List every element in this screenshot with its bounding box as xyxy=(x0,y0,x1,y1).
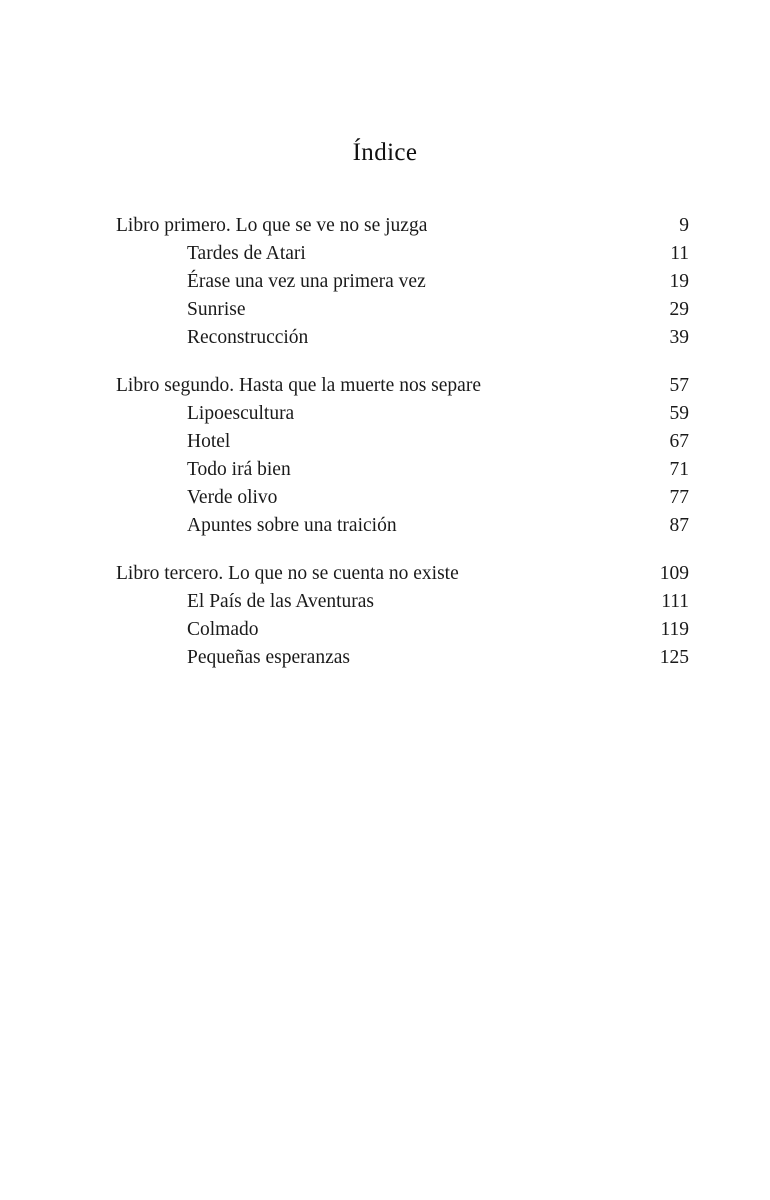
toc-book-heading-label: Libro segundo. Hasta que la muerte nos separe xyxy=(116,375,481,396)
toc-chapter-entry-page-number: 29 xyxy=(669,299,689,320)
toc-book-heading-page-number: 9 xyxy=(679,215,689,236)
toc-chapter-entry-page-number: 71 xyxy=(669,459,689,480)
toc-book-heading[interactable] xyxy=(116,212,689,240)
toc-book-heading-page-number: 57 xyxy=(669,375,689,396)
toc-chapter-entry[interactable] xyxy=(116,588,689,616)
toc-chapter-entry[interactable] xyxy=(116,296,689,324)
toc-book-heading[interactable] xyxy=(116,560,689,588)
toc-book-heading-label: Libro primero. Lo que se ve no se juzga xyxy=(116,215,428,236)
toc-chapter-entry-label: Lipoescultura xyxy=(187,403,295,424)
toc-chapter-entry[interactable] xyxy=(116,456,689,484)
toc-book-heading[interactable] xyxy=(116,372,689,400)
toc-chapter-entry[interactable] xyxy=(116,512,689,540)
toc-chapter-entry[interactable] xyxy=(116,324,689,352)
toc-chapter-entry-label: Pequeñas esperanzas xyxy=(187,647,350,668)
toc-chapter-entry-page-number: 67 xyxy=(669,431,689,452)
toc-chapter-entry-page-number: 87 xyxy=(669,515,689,536)
page-title: Índice xyxy=(352,139,418,166)
toc-chapter-entry-label: Verde olivo xyxy=(187,487,278,508)
toc-chapter-entry-page-number: 59 xyxy=(669,403,689,424)
toc-chapter-entry-page-number: 19 xyxy=(669,271,689,292)
toc-chapter-entry[interactable] xyxy=(116,644,689,672)
toc-chapter-entry-label: Tardes de Atari xyxy=(187,243,306,264)
toc-chapter-entry-label: Colmado xyxy=(187,619,259,640)
toc-chapter-entry[interactable] xyxy=(116,616,689,644)
toc-chapter-entry[interactable] xyxy=(116,240,689,268)
toc-chapter-entry-page-number: 77 xyxy=(669,487,689,508)
toc-chapter-entry[interactable] xyxy=(116,428,689,456)
toc-chapter-entry-label: Érase una vez una primera vez xyxy=(187,271,426,292)
toc-chapter-entry-label: El País de las Aventuras xyxy=(187,591,375,612)
toc-chapter-entry-label: Todo irá bien xyxy=(187,459,291,480)
toc-chapter-entry[interactable] xyxy=(116,268,689,296)
toc-chapter-entry-label: Sunrise xyxy=(187,299,246,320)
toc-book-heading-label: Libro tercero. Lo que no se cuenta no existe xyxy=(116,563,459,584)
toc-chapter-entry-page-number: 39 xyxy=(669,327,689,348)
toc-section xyxy=(116,212,689,352)
toc-chapter-entry-page-number: 111 xyxy=(661,591,689,612)
toc-section xyxy=(116,372,689,540)
toc-section xyxy=(116,560,689,672)
toc-list xyxy=(116,212,689,672)
toc-chapter-entry[interactable] xyxy=(116,484,689,512)
toc-book-heading-page-number: 109 xyxy=(659,563,689,584)
toc-chapter-entry-label: Reconstrucción xyxy=(187,327,309,348)
toc-chapter-entry[interactable] xyxy=(116,400,689,428)
toc-chapter-entry-page-number: 125 xyxy=(659,647,689,668)
toc-chapter-entry-page-number: 119 xyxy=(660,619,689,640)
toc-chapter-entry-label: Apuntes sobre una traición xyxy=(187,515,397,536)
toc-chapter-entry-page-number: 11 xyxy=(670,243,689,264)
toc-chapter-entry-label: Hotel xyxy=(187,431,231,452)
